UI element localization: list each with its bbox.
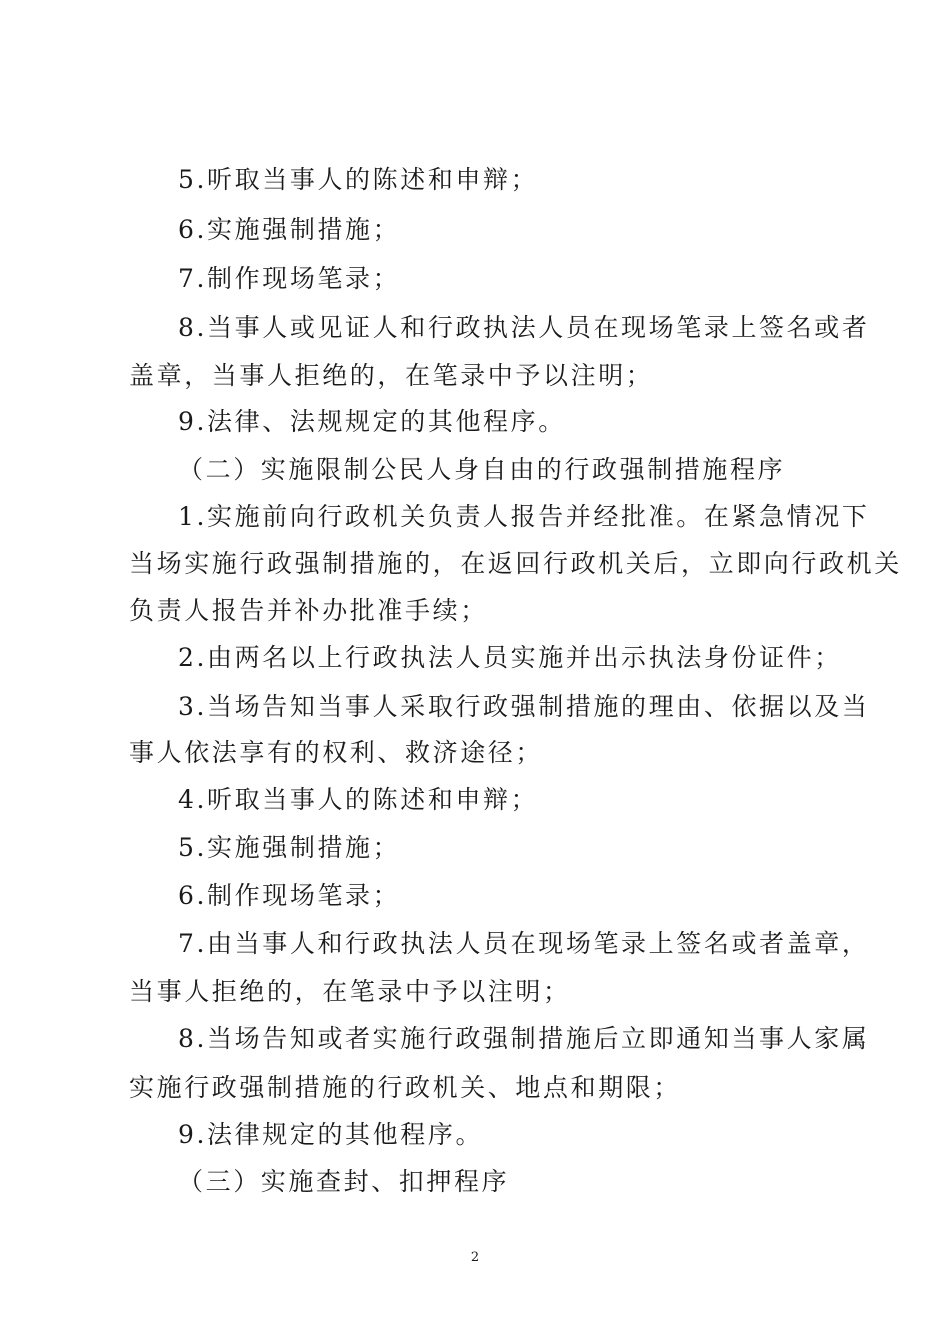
text-line: 2.由两名以上行政执法人员实施并出示执法身份证件；	[178, 643, 842, 672]
text-line: 5.实施强制措施；	[178, 833, 401, 862]
text-line: 6.实施强制措施；	[178, 215, 401, 244]
text-line: 7.由当事人和行政执法人员在现场笔录上签名或者盖章，	[178, 929, 870, 958]
section-heading: （三）实施查封、扣押程序	[178, 1167, 510, 1196]
text-line: 事人依法享有的权利、救济途径；	[129, 738, 544, 767]
text-line: 5.听取当事人的陈述和申辩；	[178, 165, 539, 194]
text-line: 实施行政强制措施的行政机关、地点和期限；	[129, 1073, 682, 1102]
text-line: 8.当事人或见证人和行政执法人员在现场笔录上签名或者	[178, 313, 870, 342]
text-line: 9.法律规定的其他程序。	[178, 1120, 484, 1149]
text-line: 1.实施前向行政机关负责人报告并经批准。在紧急情况下	[178, 502, 870, 531]
text-line: 当事人拒绝的，在笔录中予以注明；	[129, 977, 571, 1006]
text-line: 9.法律、法规规定的其他程序。	[178, 407, 566, 436]
text-line: 6.制作现场笔录；	[178, 881, 401, 910]
section-heading: （二）实施限制公民人身自由的行政强制措施程序	[178, 455, 786, 484]
text-line: 盖章，当事人拒绝的，在笔录中予以注明；	[129, 361, 654, 390]
text-line: 8.当场告知或者实施行政强制措施后立即通知当事人家属	[178, 1024, 870, 1053]
text-line: 3.当场告知当事人采取行政强制措施的理由、依据以及当	[178, 692, 870, 721]
page-number: 2	[470, 1250, 480, 1265]
text-line: 7.制作现场笔录；	[178, 264, 401, 293]
text-line: 4.听取当事人的陈述和申辩；	[178, 785, 539, 814]
text-line: 负责人报告并补办批准手续；	[129, 596, 488, 625]
text-line: 当场实施行政强制措施的，在返回行政机关后，立即向行政机关	[129, 549, 902, 578]
